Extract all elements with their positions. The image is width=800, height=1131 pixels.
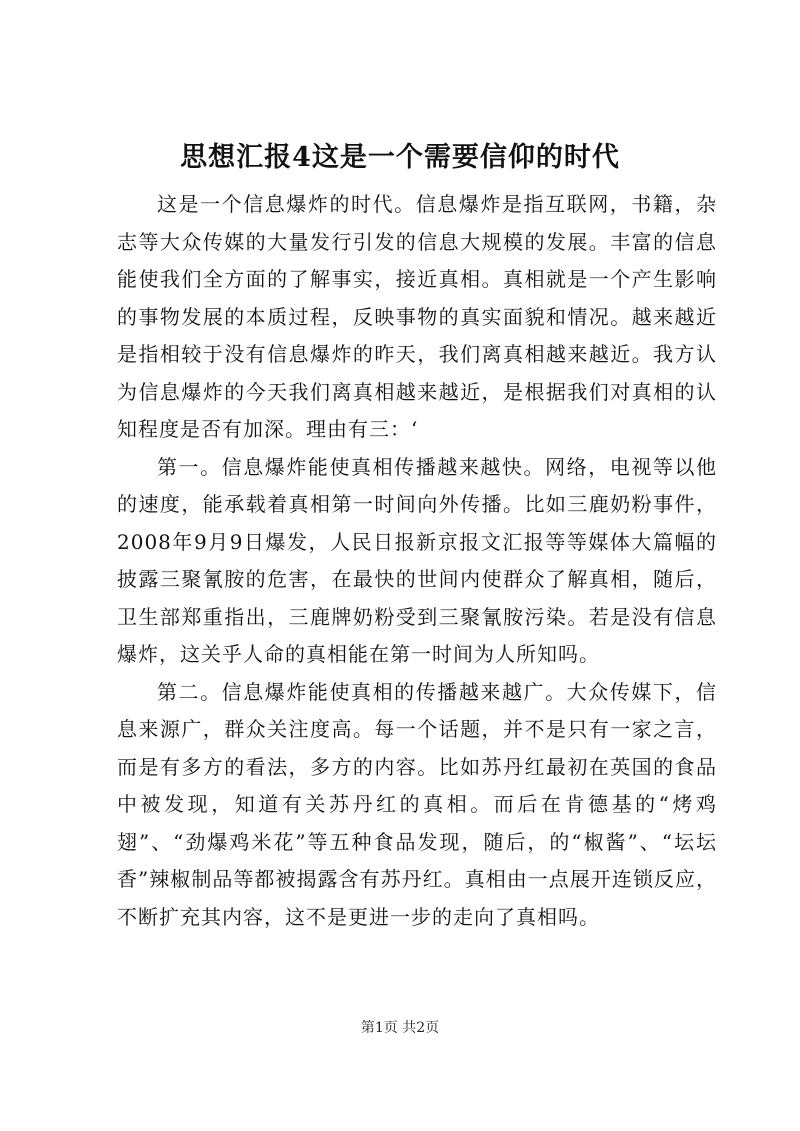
paragraph-first-reason: 第一。信息爆炸能使真相传播越来越快。网络，电视等以他的速度，能承载着真相第一时间向外传播。比如三鹿奶粉事件，2008年9月9日爆发，人民日报新京报文汇报等等媒体大篇幅的披露三聚氰胺的危害，在最快的世间内使群众了解真相，随后，卫生部郑重指出，三鹿牌奶粉受到三聚氰胺污染。若是没有信息爆炸，这关乎人命的真相能在第一时间为人所知吗。: [117, 454, 717, 666]
paragraph-second-reason: 第二。信息爆炸能使真相的传播越来越广。大众传媒下，信息来源广，群众关注度高。每一个话题，并不是只有一家之言，而是有多方的看法，多方的内容。比如苏丹红最初在英国的食品中被发现，知道有关苏丹红的真相。而后在肯德基的“烤鸡翅”、“劲爆鸡米花”等五种食品发现，随后，的“椒酱”、“坛坛香”辣椒制品等都被揭露含有苏丹红。真相由一点展开连锁反应，不断扩充其内容，这不是更进一步的走向了真相吗。: [117, 679, 717, 929]
paragraph-intro: 这是一个信息爆炸的时代。信息爆炸是指互联网，书籍，杂志等大众传媒的大量发行引发的信息大规模的发展。丰富的信息能使我们全方面的了解事实，接近真相。真相就是一个产生影响的事物发展的本质过程，反映事物的真实面貌和情况。越来越近是指相较于没有信息爆炸的昨天，我们离真相越来越近。我方认为信息爆炸的今天我们离真相越来越近，是根据我们对真相的认知程度是否有加深。理由有三：‘: [117, 192, 717, 441]
page-number-footer: 第1页 共2页: [360, 1020, 440, 1036]
document-body: [117, 186, 717, 936]
document-title: 思想汇报4这是一个需要信仰的时代: [180, 142, 620, 173]
